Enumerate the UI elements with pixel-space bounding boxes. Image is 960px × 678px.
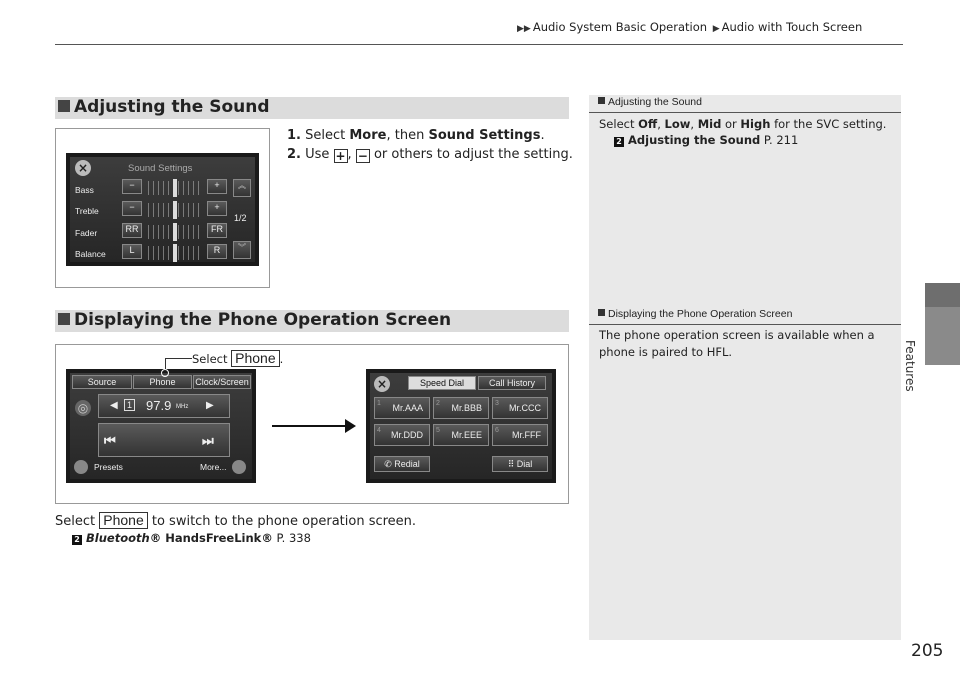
- previous-icon[interactable]: ◀: [110, 400, 118, 411]
- close-icon[interactable]: ×: [374, 376, 390, 392]
- fader-slider-knob[interactable]: [173, 223, 177, 241]
- note-text-phone-line2: phone is paired to HFL.: [599, 345, 733, 359]
- section-title-sound: Adjusting the Sound: [58, 97, 270, 117]
- breadcrumb: [515, 20, 862, 34]
- tab-speed-dial[interactable]: Speed Dial: [408, 376, 476, 390]
- handset-icon: ✆: [384, 459, 395, 469]
- audio-screen: [66, 369, 256, 483]
- row-label-bass: Bass: [75, 185, 94, 195]
- speed-dial-5[interactable]: Mr.EEE: [433, 424, 489, 446]
- arrow-right-icon: [345, 419, 356, 433]
- tab-clock-screen[interactable]: Clock/Screen: [193, 375, 251, 389]
- row-label-fader: Fader: [75, 228, 98, 238]
- frequency: 97.9: [146, 398, 172, 413]
- redial-button[interactable]: ✆ Redial: [374, 456, 430, 472]
- bass-slider-knob[interactable]: [173, 179, 177, 197]
- frequency-unit: MHz: [176, 404, 189, 410]
- speed-dial-3[interactable]: Mr.CCC: [492, 397, 548, 419]
- fader-rear-button[interactable]: RR: [122, 223, 142, 238]
- section-title-phone: Displaying the Phone Operation Screen: [58, 310, 451, 330]
- plus-key-icon: +: [335, 149, 346, 163]
- seek-forward-icon[interactable]: ⏭: [202, 433, 214, 448]
- chevron-down-icon[interactable]: ︾: [233, 241, 251, 259]
- phone-screen: [366, 369, 556, 483]
- phone-key-label: Phone: [99, 512, 147, 529]
- handsfreelink-xref[interactable]: 2 Bluetooth® HandsFreeLink® P. 338: [72, 531, 311, 545]
- cross-reference-icon: 2: [72, 535, 82, 545]
- seek-back-icon[interactable]: ⏮: [104, 433, 116, 448]
- note-marker-icon: [598, 309, 605, 316]
- notes-sidebar: [589, 95, 901, 640]
- balance-right-button[interactable]: R: [207, 244, 227, 259]
- chapter-tab-label: Features: [903, 340, 917, 392]
- next-icon[interactable]: ▶: [206, 400, 214, 411]
- callout-leader: [165, 358, 192, 359]
- speed-dial-4[interactable]: Mr.DDD: [374, 424, 430, 446]
- section-marker-icon: [58, 100, 70, 112]
- tab-source[interactable]: Source: [72, 375, 132, 389]
- page-indicator: 1/2: [234, 213, 247, 223]
- presets-label[interactable]: Presets: [94, 462, 123, 472]
- speed-dial-6[interactable]: Mr.FFF: [492, 424, 548, 446]
- treble-slider-knob[interactable]: [173, 201, 177, 219]
- fader-front-button[interactable]: FR: [207, 223, 227, 238]
- balance-left-button[interactable]: L: [122, 244, 142, 259]
- speed-dial-number: 1: [377, 400, 381, 407]
- speed-dial-number: 6: [495, 427, 499, 434]
- more-label[interactable]: More...: [200, 462, 227, 472]
- more-knob-icon[interactable]: [232, 460, 246, 474]
- breadcrumb-section: Audio System Basic Operation: [532, 20, 708, 34]
- phone-instruction: Select Phone to switch to the phone operation screen.: [55, 512, 417, 529]
- note-heading-phone: Displaying the Phone Operation Screen: [589, 308, 901, 325]
- step-1: 1. Select More, then Sound Settings.: [287, 128, 545, 143]
- cross-reference-icon: 2: [614, 137, 624, 147]
- speed-dial-1[interactable]: Mr.AAA: [374, 397, 430, 419]
- speed-dial-2[interactable]: Mr.BBB: [433, 397, 489, 419]
- tab-phone[interactable]: Phone: [133, 375, 192, 389]
- dial-button[interactable]: ⠿ Dial: [492, 456, 548, 472]
- chevron-up-icon[interactable]: ︽: [233, 179, 251, 197]
- sound-settings-screen: [66, 153, 259, 266]
- header-divider: [55, 44, 903, 45]
- step-2: 2. Use + , − or others to adjust the setting.: [287, 147, 573, 163]
- touch-point-icon: [161, 369, 169, 377]
- row-label-balance: Balance: [75, 249, 106, 259]
- bass-decrease-button[interactable]: −: [122, 179, 142, 194]
- speed-dial-number: 5: [436, 427, 440, 434]
- triangle-right-icon: ▶: [712, 24, 720, 34]
- preset-number: 1: [124, 399, 135, 411]
- speed-dial-number: 4: [377, 427, 381, 434]
- bass-increase-button[interactable]: +: [207, 179, 227, 194]
- keypad-icon: ⠿: [507, 459, 517, 469]
- note-heading-sound: Adjusting the Sound: [589, 96, 901, 113]
- note-text-sound: Select Off, Low, Mid or High for the SVC setting.: [599, 117, 887, 131]
- balance-slider-knob[interactable]: [173, 244, 177, 262]
- callout-select-phone: Select Phone .: [192, 350, 284, 366]
- settings-icon[interactable]: ◎: [75, 400, 91, 416]
- treble-decrease-button[interactable]: −: [122, 201, 142, 216]
- triangle-right-icon: ▶▶: [517, 24, 531, 34]
- phone-key-label: Phone: [231, 350, 279, 367]
- breadcrumb-subsection: Audio with Touch Screen: [721, 20, 863, 34]
- row-label-treble: Treble: [75, 206, 99, 216]
- note-xref-sound[interactable]: 2 Adjusting the Sound P. 211: [614, 132, 798, 149]
- chapter-tab-marker: [925, 283, 960, 307]
- section-marker-icon: [58, 313, 70, 325]
- presets-knob-icon[interactable]: [74, 460, 88, 474]
- transition-arrow: [272, 425, 352, 427]
- minus-key-icon: −: [357, 149, 368, 163]
- screen-title: Sound Settings: [128, 163, 193, 174]
- note-text-phone-line1: The phone operation screen is available when a: [599, 328, 875, 342]
- tab-call-history[interactable]: Call History: [478, 376, 546, 390]
- note-marker-icon: [598, 97, 605, 104]
- page-number: 205: [911, 641, 944, 661]
- speed-dial-number: 2: [436, 400, 440, 407]
- close-icon[interactable]: ×: [75, 160, 91, 176]
- speed-dial-number: 3: [495, 400, 499, 407]
- treble-increase-button[interactable]: +: [207, 201, 227, 216]
